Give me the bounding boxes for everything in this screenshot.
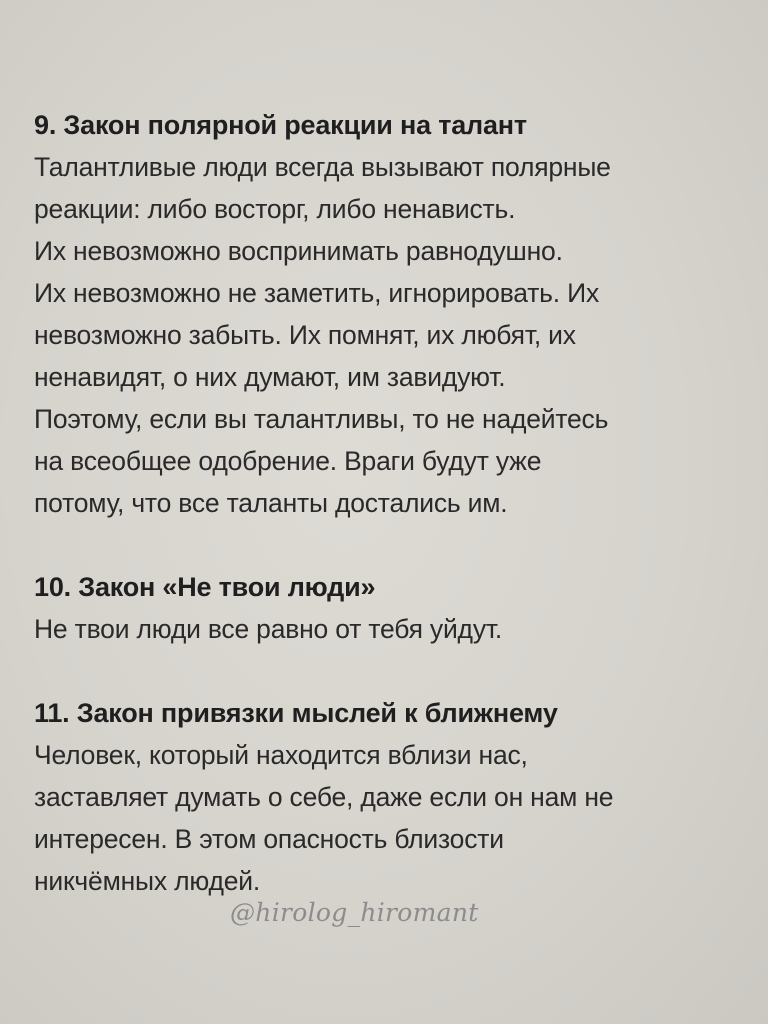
law-title: 10. Закон «Не твои люди» bbox=[34, 572, 376, 602]
law-body bbox=[34, 146, 744, 524]
law-11 bbox=[34, 692, 744, 902]
law-9 bbox=[34, 104, 744, 524]
text-line: Поэтому, если вы талантливы, то не надейтесь bbox=[34, 404, 609, 434]
law-body bbox=[34, 608, 744, 650]
text-line: Талантливые люди всегда вызывают полярные bbox=[34, 152, 611, 182]
text-line: на всеобщее одобрение. Враги будут уже bbox=[34, 446, 542, 476]
text-line: ненавидят, о них думают, им завидуют. bbox=[34, 362, 506, 392]
law-title: 9. Закон полярной реакции на талант bbox=[34, 110, 527, 140]
text-line: интересен. В этом опасность близости bbox=[34, 824, 504, 854]
text-line: потому, что все таланты достались им. bbox=[34, 488, 508, 518]
text-line: заставляет думать о себе, даже если он нам не bbox=[34, 782, 614, 812]
text-line: реакции: либо восторг, либо ненависть. bbox=[34, 194, 516, 224]
text-page bbox=[34, 104, 744, 902]
law-body bbox=[34, 734, 744, 902]
text-line: Человек, который находится вблизи нас, bbox=[34, 740, 528, 770]
text-line: Их невозможно не заметить, игнорировать. Их bbox=[34, 278, 599, 308]
law-10 bbox=[34, 566, 744, 650]
text-line: Их невозможно воспринимать равнодушно. bbox=[34, 236, 563, 266]
text-line: никчёмных людей. bbox=[34, 866, 261, 896]
watermark: @hirolog_hiromant bbox=[230, 898, 479, 927]
law-title: 11. Закон привязки мыслей к ближнему bbox=[34, 698, 558, 728]
text-line: невозможно забыть. Их помнят, их любят, их bbox=[34, 320, 576, 350]
text-line: Не твои люди все равно от тебя уйдут. bbox=[34, 614, 503, 644]
